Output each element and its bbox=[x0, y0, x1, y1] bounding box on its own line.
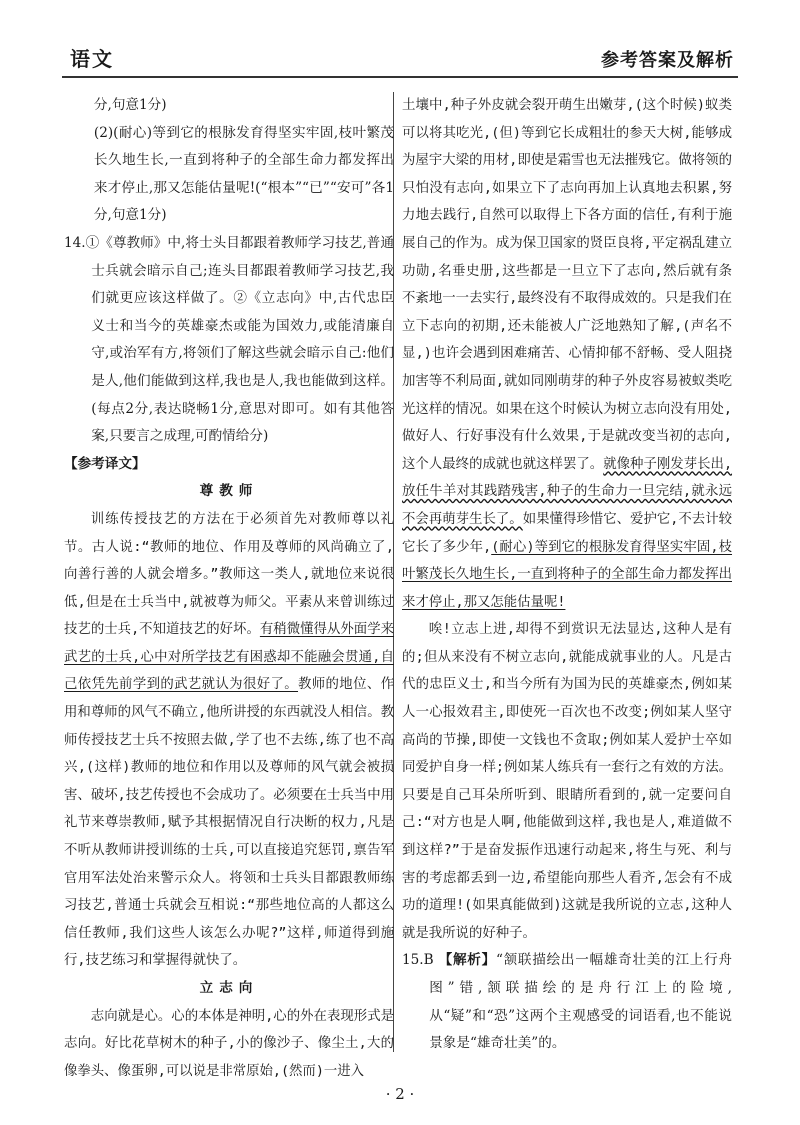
page-header bbox=[62, 40, 738, 78]
reference-translation-heading: 【参考译文】 bbox=[64, 455, 146, 472]
essay-title-respect-teacher: 尊教师 bbox=[199, 483, 259, 500]
essay-1-paragraph bbox=[64, 506, 394, 975]
answer-14: 14.①《尊教师》中,将士头目都跟着教师学习技艺,普通士兵就会暗示自己;连头目都跟着教师学习技艺,我们就更应该这样做了。②《立志向》中,古代忠臣义士和当今的英雄豪杰或能为国效力,或能清廉自守,或治军有方,将领们了解这些就会暗示自己:他们是人,他们能做到这样,我也是人,我也能做到这样。(每点2分,表达晓畅1分,意思对即可。如有其他答案,只要言之成理,可酌情给分) bbox=[64, 234, 394, 445]
essay-2-paragraph-2: 唉!立志上进,却得不到赏识无法显达,这种人是有的;但从来没有不树立志向,就能成就事业的人。凡是古代的忠臣义士,和当今所有为国为民的英雄豪杰,例如某人一心报效君主,即使死一百次也不改变;例如某人坚守高尚的节操,即使一文钱也不贪取;例如某人爱护士卒如同爱护自身一样;例如某人练兵有一套行之有效的方法。只要是自己耳朵所听到、眼睛所看到的,就一定要问自己:“对方也是人啊,他能做到这样,我也是人,难道做不到这样?”于是奋发振作迅速行动起来,将生与死、利与害的考虑都丢到一边,希望能向那些人看齐,怎会有不成功的道理!(如果真能做到)这就是我所说的立志,这种人就是我所说的好种子。 bbox=[402, 622, 732, 941]
essay-1-underlined: 有稍微懂得从外面学来武艺的士兵,心中对所学技艺有困惑却不能融会贯通,自己依凭先前学到的武艺就认为很好了。 bbox=[64, 622, 395, 693]
right-column bbox=[402, 92, 732, 1058]
essay-2-paragraph-start: 志向就是心。心的本体是神明,心的外在表现形式是志向。好比花草树木的种子,小的像沙子、像尘土,大的像拳头、像蛋卵,可以说是非常原始,(然而)一进入 bbox=[64, 1008, 394, 1079]
essay-2-text-a: 土壤中,种子外皮就会裂开萌生出嫩芽,(这个时候)蚁类可以将其吃光,(但)等到它长成粗壮的参天大树,能够成为屋宇大梁的用材,即使是霜雪也无法摧残它。做将领的只怕没有志向,如果立下了志向再加上认真地去积累,努力地去践行,自然可以取得上下各方面的信任,有利于施展自己的作为。成为保卫国家的贤臣良将,平定祸乱建立功勋,名垂史册,这些都是一旦立下了志向,然后就有条不紊地一一去实行,最终没有不取得成效的。只是我们在立下志向的初期,还未能被人广泛地熟知了解,(声名不显,)也许会遇到困难痛苦、心情抑郁不舒畅、受人阻挠加害等不利局面,就如同刚萌芽的种子外皮容易被蚁类吃光这样的情况。如果在这个时候认为树立志向没有用处,做好人、行好事没有什么效果,于是就改变当初的志向,这个人最终的成就也就这样罢了。 bbox=[402, 98, 732, 472]
answer-13-2: (2)(耐心)等到它的根脉发育得坚实牢固,枝叶繁茂长久地生长,一直到将种子的全部生命力都发挥出来才停止,那又怎能估量呢!(“根本”“已”“安可”各1分,句意1分) bbox=[93, 124, 394, 224]
answer-13-1-end: 分,句意1分) bbox=[93, 97, 167, 113]
essay-1-text-a: 训练传授技艺的方法在于必须首先对教师尊以礼节。古人说:“教师的地位、作用及尊师的风尚确立了,向善行善的人就会增多。”教师这一类人,就地位来说很低,但是在士兵当中,就被尊为师父。平素从来曾训练过技艺的士兵,不知道技艺的好坏。 bbox=[64, 511, 394, 638]
answer-15 bbox=[402, 947, 732, 1057]
analysis-tag: 【解析】 bbox=[438, 952, 496, 969]
subject-title: 语文 bbox=[70, 47, 114, 71]
left-column bbox=[64, 92, 394, 1085]
essay-2-underlined: (耐心)等到它的根脉发育得坚实牢固,枝叶繁茂长久地生长,一直到将种子的全部生命力都发挥出来才停止,那又怎能估量呢! bbox=[402, 539, 733, 610]
essay-2-wavy-underline: 就像种子刚发芽长出,放任牛羊对其践踏残害,种子的生命力一旦完结,就永远不会再萌芽生长了。 bbox=[402, 456, 733, 527]
essay-2-text-b: 如果懂得珍惜它、爱护它,不去计较它长了多少年, bbox=[402, 511, 733, 555]
essay-1-text-b: 教师的地位、作用和尊师的风气不确立,他所讲授的东西就没人相信。教师传授技艺士兵不按照去做,学了也不去练,练了也不高兴,(这样)教师的地位和作用以及尊师的风气就会被损害、破坏,技艺传授也不会成功了。必须要在士兵当中用礼节来尊崇教师,赋予其根据情况自行决断的权力,凡是不听从教师讲授训练的士兵,可以直接追究惩罚,禀告军官用军法处治来警示众人。将领和士兵头目都跟教师练习技艺,普通士兵就会互相说:“那些地位高的人都这么信任教师,我们这些人该怎么办呢?”这样,师道得到施行,技艺练习和掌握得就快了。 bbox=[64, 677, 394, 969]
section-title: 参考答案及解析 bbox=[601, 50, 734, 71]
answer-15-text: “颔联描绘出一幅雄奇壮美的江上行舟图”错,颔联描绘的是舟行江上的险境,从“疑”和“恐”这两个主观感受的词语看,也不能说景象是“雄奇壮美”的。 bbox=[429, 952, 732, 1052]
essay-2-paragraph-cont bbox=[402, 92, 732, 616]
essay-title-set-ambition: 立志向 bbox=[199, 980, 259, 996]
page-number: · 2 · bbox=[385, 1085, 415, 1103]
answer-15-choice: 15.B bbox=[402, 952, 439, 969]
